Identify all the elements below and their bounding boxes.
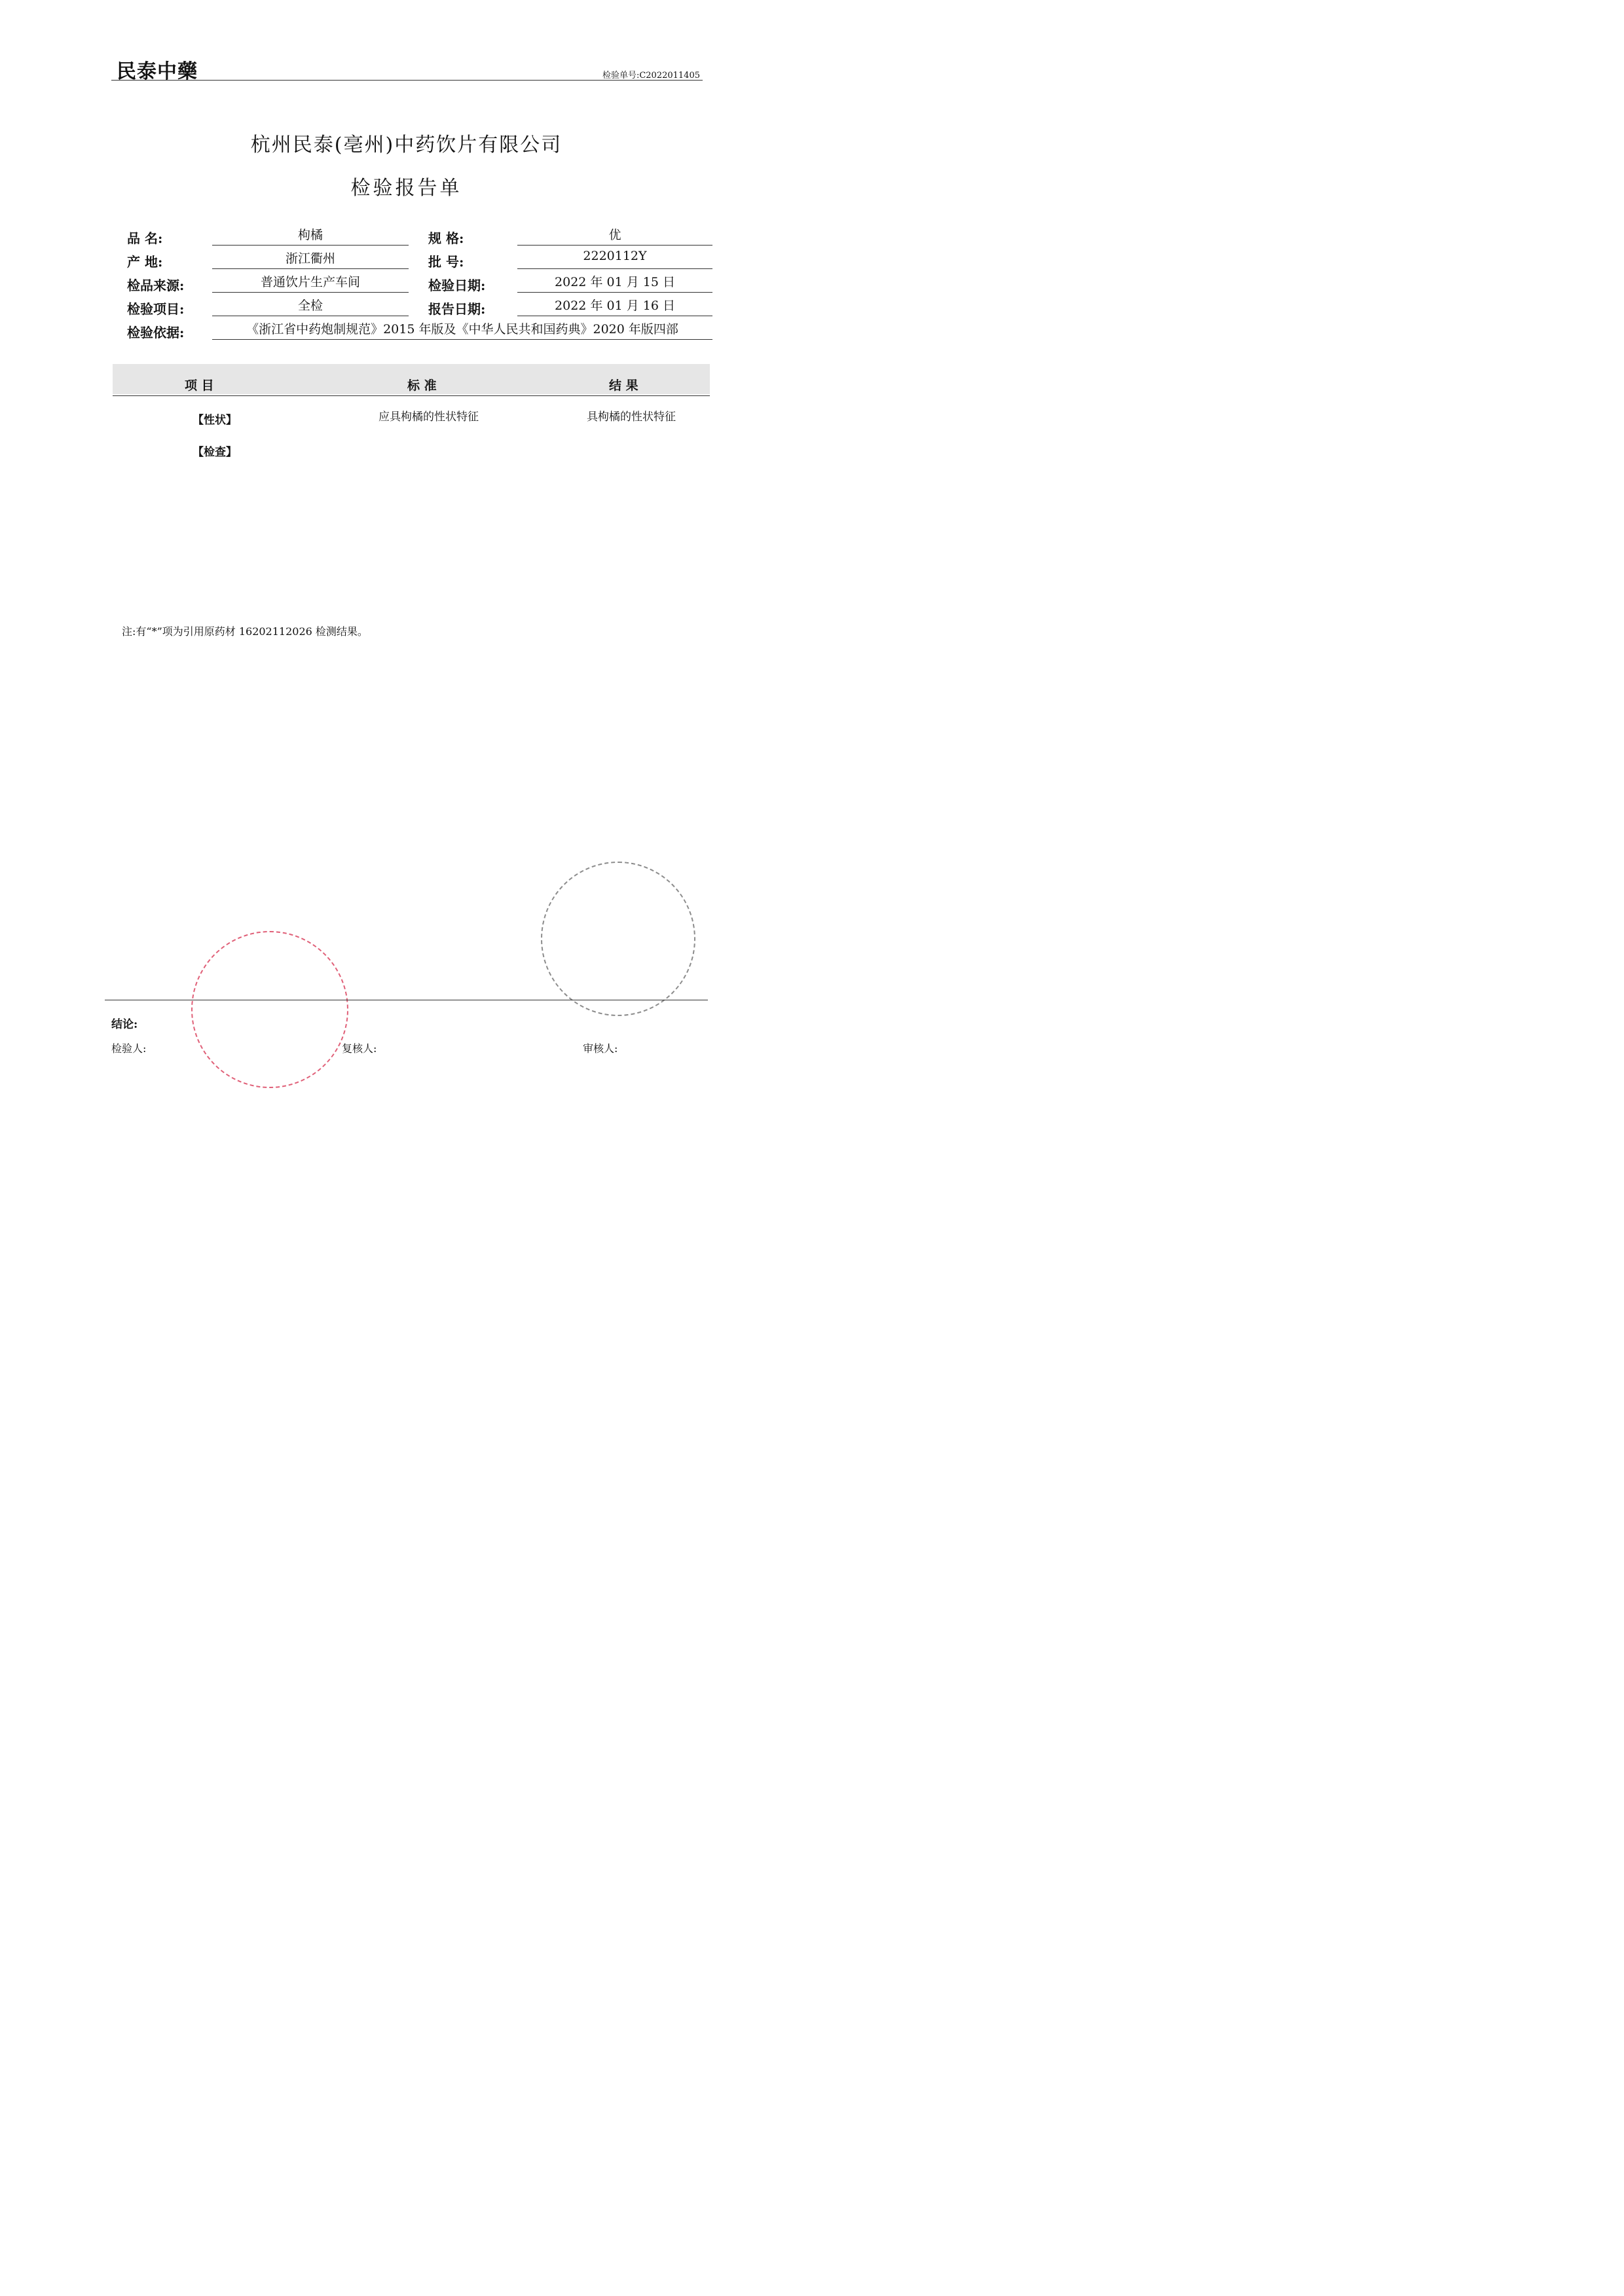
header-rule	[111, 80, 703, 81]
col-header-result: 结 果	[609, 378, 638, 393]
origin-value: 浙江衢州	[212, 249, 409, 269]
origin-label: 产 地:	[127, 254, 163, 270]
doc-number: 检验单号:C2022011405	[602, 71, 700, 81]
batch-value: 2220112Y	[517, 249, 712, 269]
report-date-value: 2022 年 01 月 16 日	[517, 296, 712, 316]
basis-value: 《浙江省中药炮制规范》2015 年版及《中华人民共和国药典》2020 年版四部	[212, 319, 712, 340]
report-date-label: 报告日期:	[428, 301, 486, 317]
report-title: 检验报告单	[350, 177, 462, 200]
test-item-value: 全检	[212, 296, 409, 316]
company-seal-stamp	[191, 931, 348, 1088]
table-header-rule	[113, 395, 710, 396]
specification-value: 优	[517, 225, 712, 246]
table-row-result: 具枸橘的性状特征	[587, 410, 676, 424]
test-date-value: 2022 年 01 月 15 日	[517, 272, 712, 293]
test-item-label: 检验项目:	[127, 301, 185, 317]
specification-label: 规 格:	[428, 230, 464, 246]
approver-label: 审核人:	[583, 1042, 618, 1055]
table-row-item: 【性状】	[193, 414, 237, 427]
reviewer-label: 复核人:	[342, 1042, 377, 1055]
sample-source-value: 普通饮片生产车间	[212, 272, 409, 293]
inspector-label: 检验人:	[111, 1042, 147, 1055]
product-name-value: 枸橘	[212, 225, 409, 246]
footnote: 注:有“*”项为引用原药材 16202112026 检测结果。	[122, 625, 368, 638]
batch-label: 批 号:	[428, 254, 464, 270]
sample-source-label: 检品来源:	[127, 278, 185, 293]
basis-label: 检验依据:	[127, 325, 185, 340]
col-header-item: 项 目	[185, 378, 214, 393]
conclusion: 结论:	[111, 1018, 138, 1031]
company-logo: 民泰中藥	[117, 60, 198, 83]
col-header-standard: 标 准	[407, 378, 437, 393]
qc-seal-stamp	[541, 862, 695, 1016]
company-title: 杭州民泰(亳州)中药饮片有限公司	[250, 134, 563, 156]
product-name-label: 品 名:	[127, 230, 163, 246]
table-row-standard: 应具枸橘的性状特征	[378, 410, 479, 424]
table-section-header: 【检查】	[193, 446, 237, 459]
test-date-label: 检验日期:	[428, 278, 486, 293]
